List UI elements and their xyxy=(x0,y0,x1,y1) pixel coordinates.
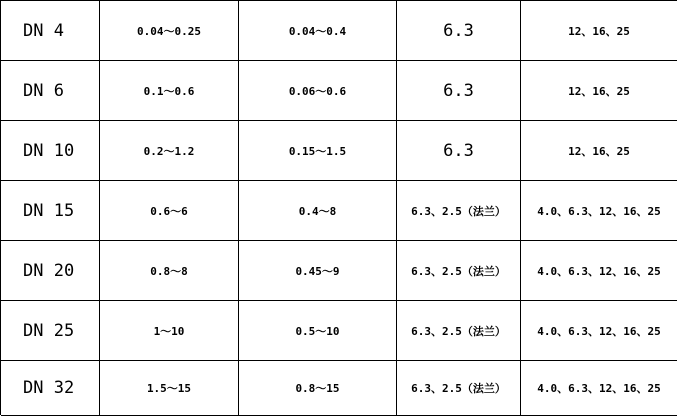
cell-range-a: 0.2～1.2 xyxy=(100,121,239,181)
cell-range-b: 0.4～8 xyxy=(239,181,397,241)
cell-pressure: 6.3、2.5（法兰） xyxy=(397,241,521,301)
cell-dn: DN 32 xyxy=(1,361,100,416)
cell-range-b: 0.06～0.6 xyxy=(239,61,397,121)
cell-pressure: 6.3、2.5（法兰） xyxy=(397,301,521,361)
cell-range-b: 0.45～9 xyxy=(239,241,397,301)
cell-range-b: 0.5～10 xyxy=(239,301,397,361)
cell-options: 4.0、6.3、12、16、25 xyxy=(521,361,677,416)
cell-options: 12、16、25 xyxy=(521,121,677,181)
cell-dn: DN 6 xyxy=(1,61,100,121)
cell-range-a: 0.8～8 xyxy=(100,241,239,301)
cell-pressure: 6.3 xyxy=(397,61,521,121)
cell-dn: DN 15 xyxy=(1,181,100,241)
cell-range-b: 0.15～1.5 xyxy=(239,121,397,181)
cell-dn: DN 10 xyxy=(1,121,100,181)
cell-pressure: 6.3 xyxy=(397,121,521,181)
cell-range-a: 1～10 xyxy=(100,301,239,361)
cell-range-b: 0.8～15 xyxy=(239,361,397,416)
cell-range-a: 0.1～0.6 xyxy=(100,61,239,121)
cell-range-b: 0.04～0.4 xyxy=(239,1,397,61)
cell-range-a: 0.04～0.25 xyxy=(100,1,239,61)
cell-options: 4.0、6.3、12、16、25 xyxy=(521,301,677,361)
cell-range-a: 0.6～6 xyxy=(100,181,239,241)
cell-pressure: 6.3、2.5（法兰） xyxy=(397,361,521,416)
cell-dn: DN 25 xyxy=(1,301,100,361)
cell-pressure: 6.3、2.5（法兰） xyxy=(397,181,521,241)
cell-options: 12、16、25 xyxy=(521,61,677,121)
cell-dn: DN 20 xyxy=(1,241,100,301)
cell-options: 4.0、6.3、12、16、25 xyxy=(521,241,677,301)
cell-pressure: 6.3 xyxy=(397,1,521,61)
cell-range-a: 1.5～15 xyxy=(100,361,239,416)
cell-options: 12、16、25 xyxy=(521,1,677,61)
cell-dn: DN 4 xyxy=(1,1,100,61)
cell-options: 4.0、6.3、12、16、25 xyxy=(521,181,677,241)
